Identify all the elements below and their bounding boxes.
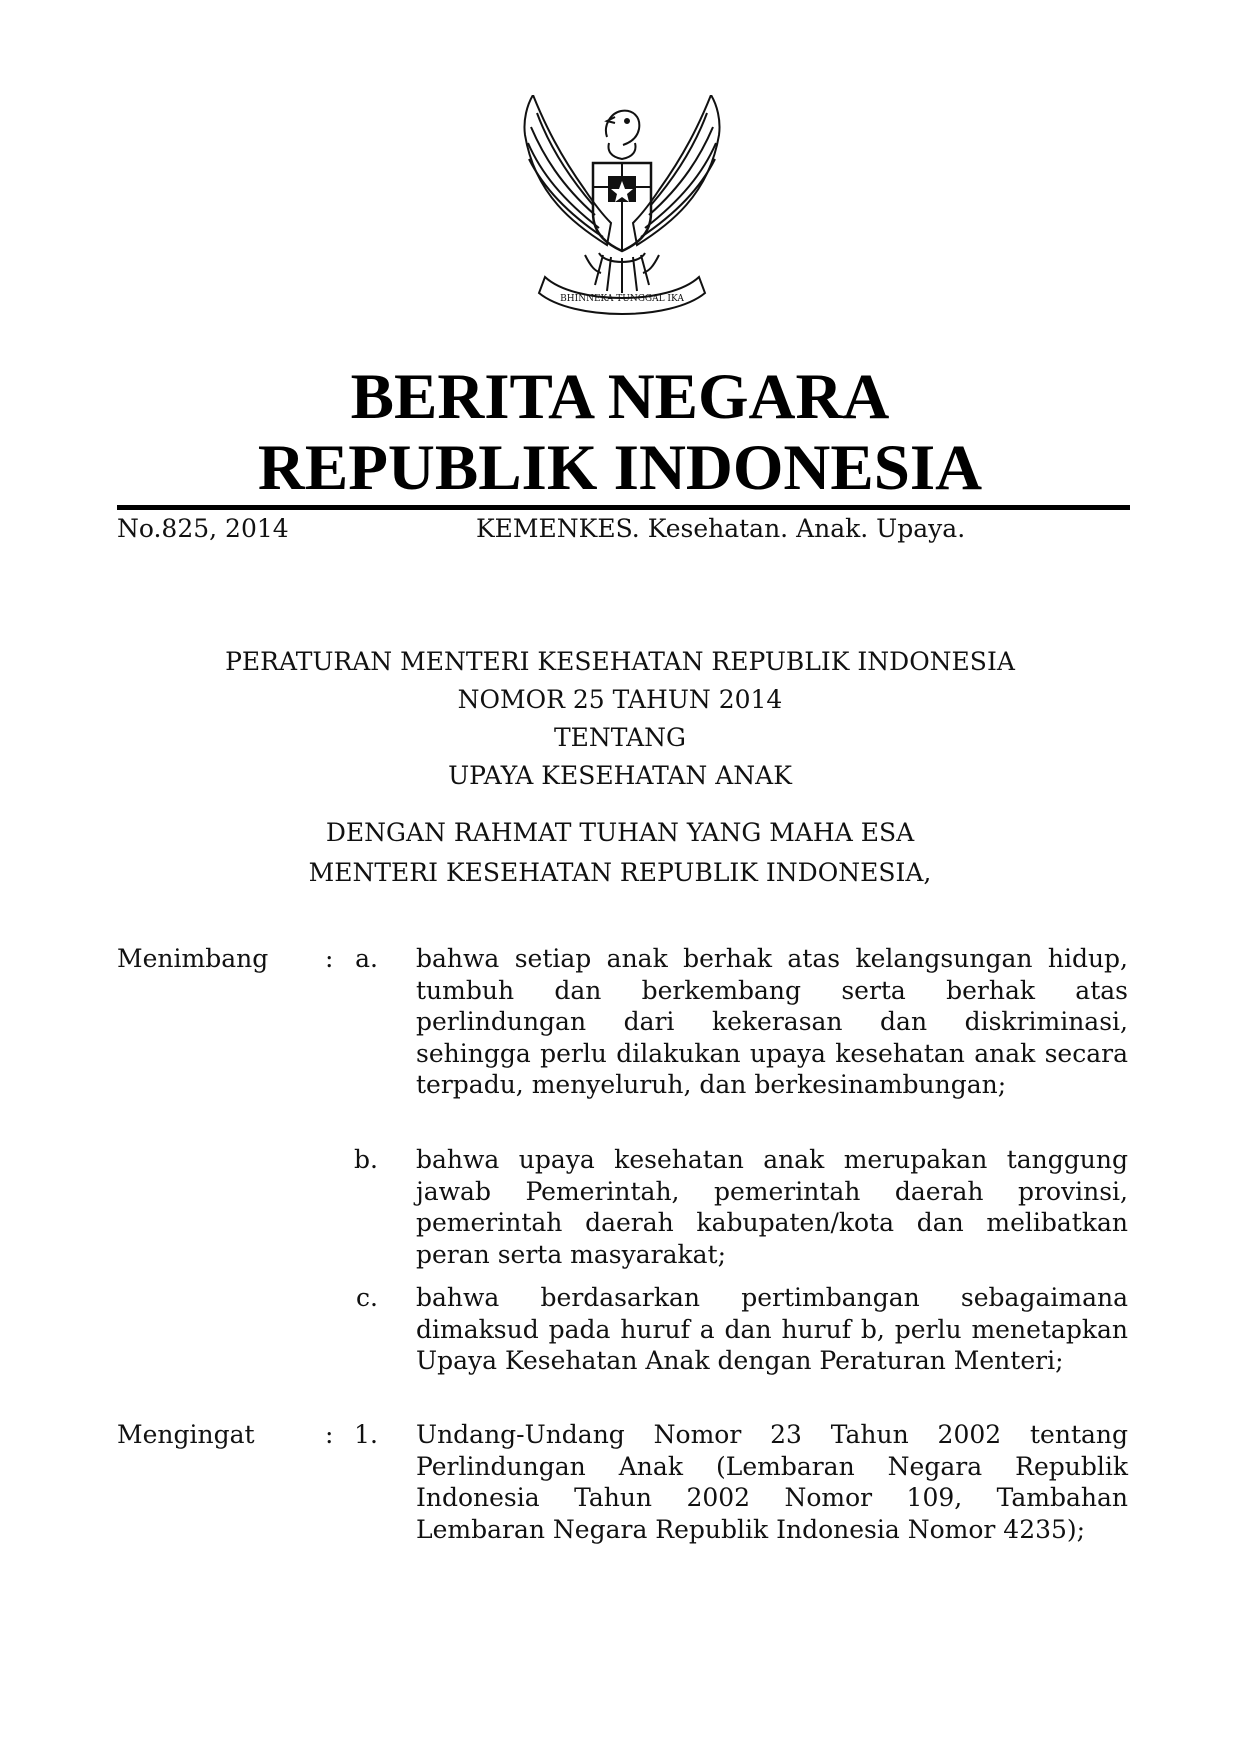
menimbang-item-a-marker: a.	[355, 944, 378, 973]
garuda-pancasila-emblem-icon	[515, 95, 729, 317]
masthead-rule	[117, 505, 1130, 510]
masthead-title-line2: REPUBLIK INDONESIA	[257, 432, 983, 504]
mengingat-item-1-text: Undang-Undang Nomor 23 Tahun 2002 tentang Perlindungan Anak (Lembaran Negara Republik Indonesia Tahun 2002 Nomor 109, Tambahan Lembaran Negara Republik Indonesia Nomor 4235);	[416, 1420, 1128, 1544]
menimbang-item-c-marker: c.	[356, 1283, 378, 1312]
menimbang-item-b-text: bahwa upaya kesehatan anak merupakan tanggung jawab Pemerintah, pemerintah daerah provinsi, pemerintah daerah kabupaten/kota dan melibatkan peran serta masyarakat;	[416, 1145, 1128, 1269]
preamble-line2: MENTERI KESEHATAN REPUBLIK INDONESIA,	[308, 858, 932, 887]
regulation-subject: UPAYA KESEHATAN ANAK	[448, 761, 792, 790]
mengingat-colon: :	[325, 1420, 334, 1449]
gazette-category: KEMENKES. Kesehatan. Anak. Upaya.	[476, 514, 966, 543]
regulation-number: NOMOR 25 TAHUN 2014	[457, 685, 783, 714]
menimbang-item-c-text: bahwa berdasarkan pertimbangan sebagaimana dimaksud pada huruf a dan huruf b, perlu menetapkan Upaya Kesehatan Anak dengan Peraturan Menteri;	[416, 1283, 1128, 1375]
menimbang-label: Menimbang	[117, 944, 269, 973]
menimbang-item-a-text: bahwa setiap anak berhak atas kelangsungan hidup, tumbuh dan berkembang serta berhak atas perlindungan dari kekerasan dan diskriminasi, sehingga perlu dilakukan upaya kesehatan anak secara terpadu, menyeluruh, dan berkesinambungan;	[416, 944, 1128, 1099]
mengingat-label: Mengingat	[117, 1420, 255, 1449]
gazette-number: No.825, 2014	[117, 514, 289, 543]
menimbang-colon: :	[325, 944, 334, 973]
regulation-title: PERATURAN MENTERI KESEHATAN REPUBLIK INDONESIA	[225, 647, 1015, 676]
menimbang-item-b-marker: b.	[354, 1145, 378, 1174]
mengingat-item-1-marker: 1.	[354, 1420, 378, 1449]
preamble-line1: DENGAN RAHMAT TUHAN YANG MAHA ESA	[325, 818, 915, 847]
regulation-about-label: TENTANG	[553, 723, 686, 752]
masthead-title-line1: BERITA NEGARA	[350, 361, 890, 433]
emblem-motto: BHINNEKA TUNGGAL IKA	[560, 294, 684, 304]
